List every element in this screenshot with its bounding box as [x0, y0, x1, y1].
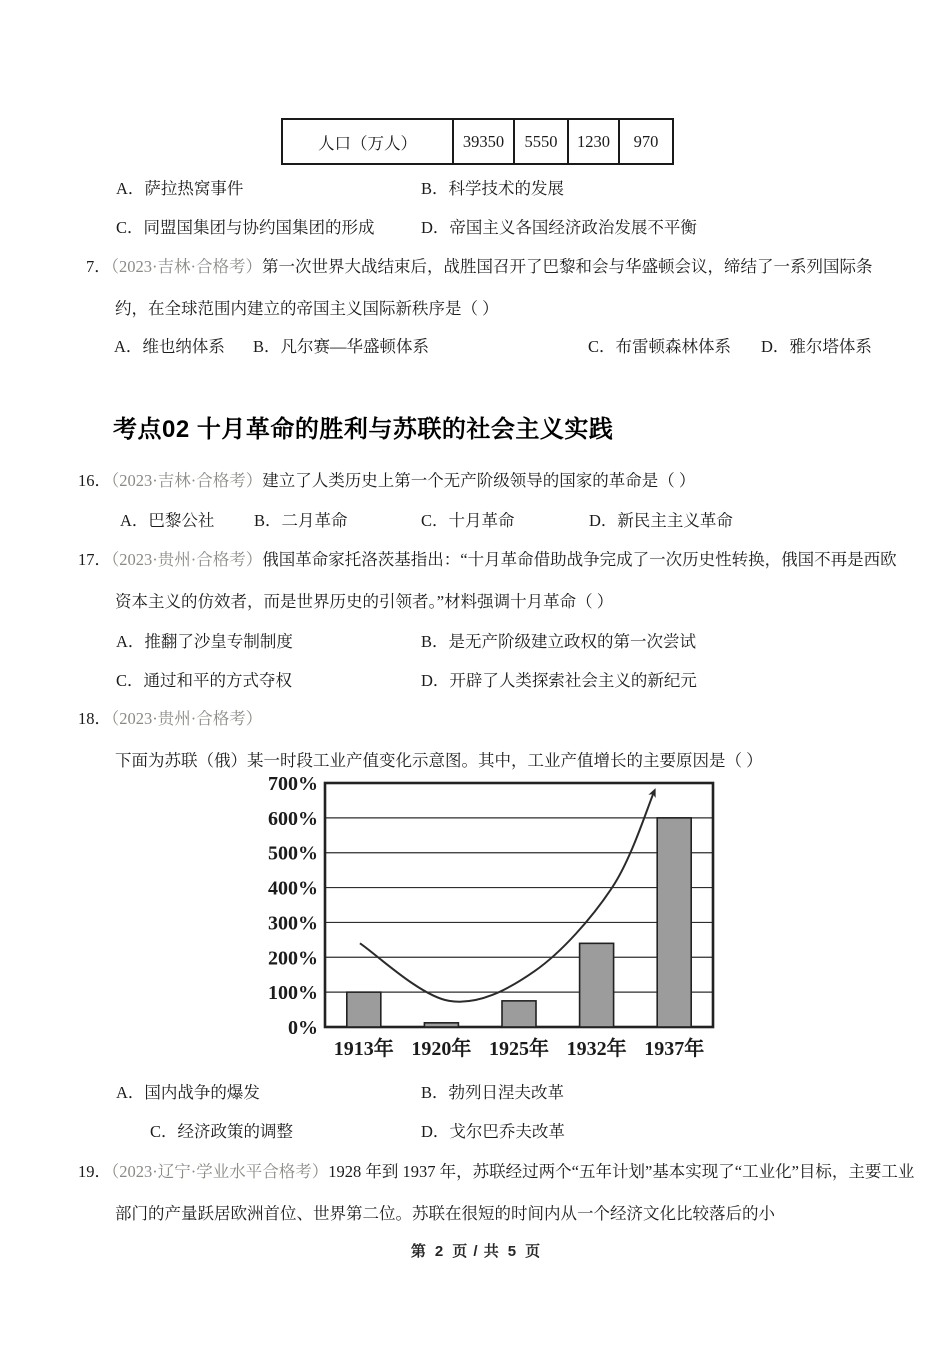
- population-table: [281, 118, 674, 165]
- footer-prefix: 第: [410, 1243, 427, 1260]
- table-cell-value: 1230: [568, 119, 619, 164]
- question-7: [86, 246, 899, 330]
- option-a: A．国内战争的爆发: [116, 1083, 260, 1102]
- question-source-tag: （2023·吉林·合格考）: [111, 471, 263, 490]
- option-b: B．勃列日涅夫改革: [421, 1083, 565, 1102]
- question-source-tag: （2023·贵州·合格考）: [111, 550, 263, 569]
- x-tick-label: 1925年: [489, 1038, 549, 1060]
- section-heading: 考点02 十月革命的胜利与苏联的社会主义实践: [113, 416, 614, 443]
- bar-1932年: [580, 943, 614, 1027]
- q7-options-row: [0, 335, 952, 359]
- industrial-output-chart: [253, 772, 723, 1068]
- table-cell-label: 人口（万人）: [282, 119, 453, 164]
- table-cell-value: 39350: [453, 119, 514, 164]
- option-d: D．开辟了人类探索社会主义的新纪元: [421, 671, 697, 690]
- question-source-tag: （2023·吉林·合格考）: [110, 257, 262, 276]
- q16-options-row: [0, 509, 952, 533]
- footer-middle: 页 / 共: [452, 1243, 500, 1260]
- option-a: A．萨拉热窝事件: [116, 179, 244, 198]
- q6-options-row-2: [0, 216, 952, 240]
- question-17: [78, 539, 907, 623]
- page-footer: [0, 1240, 952, 1261]
- q17-options-row-2: [0, 669, 952, 693]
- option-a: A．巴黎公社: [120, 511, 215, 530]
- option-b: B．是无产阶级建立政权的第一次尝试: [421, 632, 697, 651]
- q18-options-row-1: [0, 1081, 952, 1105]
- q17-options-row-1: [0, 630, 952, 654]
- option-b: B．凡尔赛—华盛顿体系: [253, 337, 430, 356]
- option-c: C．十月革命: [421, 511, 515, 530]
- option-a: A．推翻了沙皇专制制度: [116, 632, 293, 651]
- q18-options-row-2: [0, 1120, 952, 1144]
- question-text: 下面为苏联（俄）某一时段工业产值变化示意图。其中，工业产值增长的主要原因是（ ）: [115, 751, 763, 770]
- option-d: D．帝国主义各国经济政治发展不平衡: [421, 218, 697, 237]
- question-18: [78, 698, 907, 782]
- question-number: 17．: [78, 550, 111, 569]
- option-a: A．维也纳体系: [114, 337, 225, 356]
- table-cell-value: 5550: [514, 119, 568, 164]
- option-d: D．雅尔塔体系: [761, 337, 872, 356]
- question-text: 1928 年到 1937 年，苏联经过两个“五年计划”基本实现了“工业化”目标，主要工业部门的产量跃居欧洲首位、世界第二位。苏联在很短的时间内从一个经济文化比较落后的小: [115, 1162, 915, 1223]
- bar-1920年: [424, 1023, 458, 1027]
- option-c: C．布雷顿森林体系: [588, 337, 732, 356]
- bar-1925年: [502, 1001, 536, 1027]
- question-source-tag: （2023·辽宁·学业水平合格考）: [111, 1162, 329, 1181]
- bar-1913年: [347, 992, 381, 1027]
- y-tick-label: 700%: [268, 773, 318, 795]
- question-text: 俄国革命家托洛茨基指出：“十月革命借助战争完成了一次历史性转换，俄国不再是西欧资本主义的仿效者，而是世界历史的引领者。”材料强调十月革命（ ）: [115, 550, 897, 611]
- y-tick-label: 200%: [268, 947, 318, 970]
- option-c: C．同盟国集团与协约国集团的形成: [116, 218, 375, 237]
- y-tick-label: 0%: [288, 1017, 318, 1039]
- x-tick-label: 1932年: [566, 1038, 627, 1060]
- y-tick-label: 400%: [268, 877, 318, 900]
- option-b: B．二月革命: [254, 511, 348, 530]
- table-cell-value: 970: [619, 119, 673, 164]
- table-row: [282, 119, 673, 164]
- bar-1937年: [657, 818, 691, 1027]
- y-tick-label: 300%: [268, 912, 318, 935]
- y-tick-label: 500%: [268, 842, 318, 865]
- plot-border: [325, 783, 713, 1027]
- footer-suffix: 页: [525, 1243, 542, 1260]
- question-text: 第一次世界大战结束后，战胜国召开了巴黎和会与华盛顿会议，缔结了一系列国际条约，在全球范围内建立的帝国主义国际新秩序是（ ）: [115, 257, 873, 318]
- question-19: [78, 1151, 915, 1235]
- question-number: 18．: [78, 709, 111, 728]
- x-tick-label: 1920年: [411, 1038, 472, 1060]
- x-tick-label: 1937年: [644, 1038, 705, 1060]
- option-b: B．科学技术的发展: [421, 179, 565, 198]
- question-number: 7．: [86, 257, 111, 276]
- footer-page-number: 2: [434, 1243, 445, 1260]
- question-16: [78, 460, 907, 502]
- question-number: 19．: [78, 1162, 111, 1181]
- option-c: C．通过和平的方式夺权: [116, 671, 293, 690]
- x-tick-label: 1913年: [333, 1038, 394, 1060]
- footer-total-pages: 5: [507, 1243, 518, 1260]
- y-tick-label: 100%: [268, 982, 318, 1005]
- y-tick-label: 600%: [268, 807, 318, 830]
- option-d: D．新民主主义革命: [589, 511, 733, 530]
- option-d: D．戈尔巴乔夫改革: [421, 1122, 565, 1141]
- question-number: 16．: [78, 471, 111, 490]
- question-text: 建立了人类历史上第一个无产阶级领导的国家的革命是（ ）: [262, 471, 696, 490]
- question-source-tag: （2023·贵州·合格考）: [111, 709, 263, 728]
- q6-options-row-1: [0, 177, 952, 201]
- option-c: C．经济政策的调整: [150, 1122, 294, 1141]
